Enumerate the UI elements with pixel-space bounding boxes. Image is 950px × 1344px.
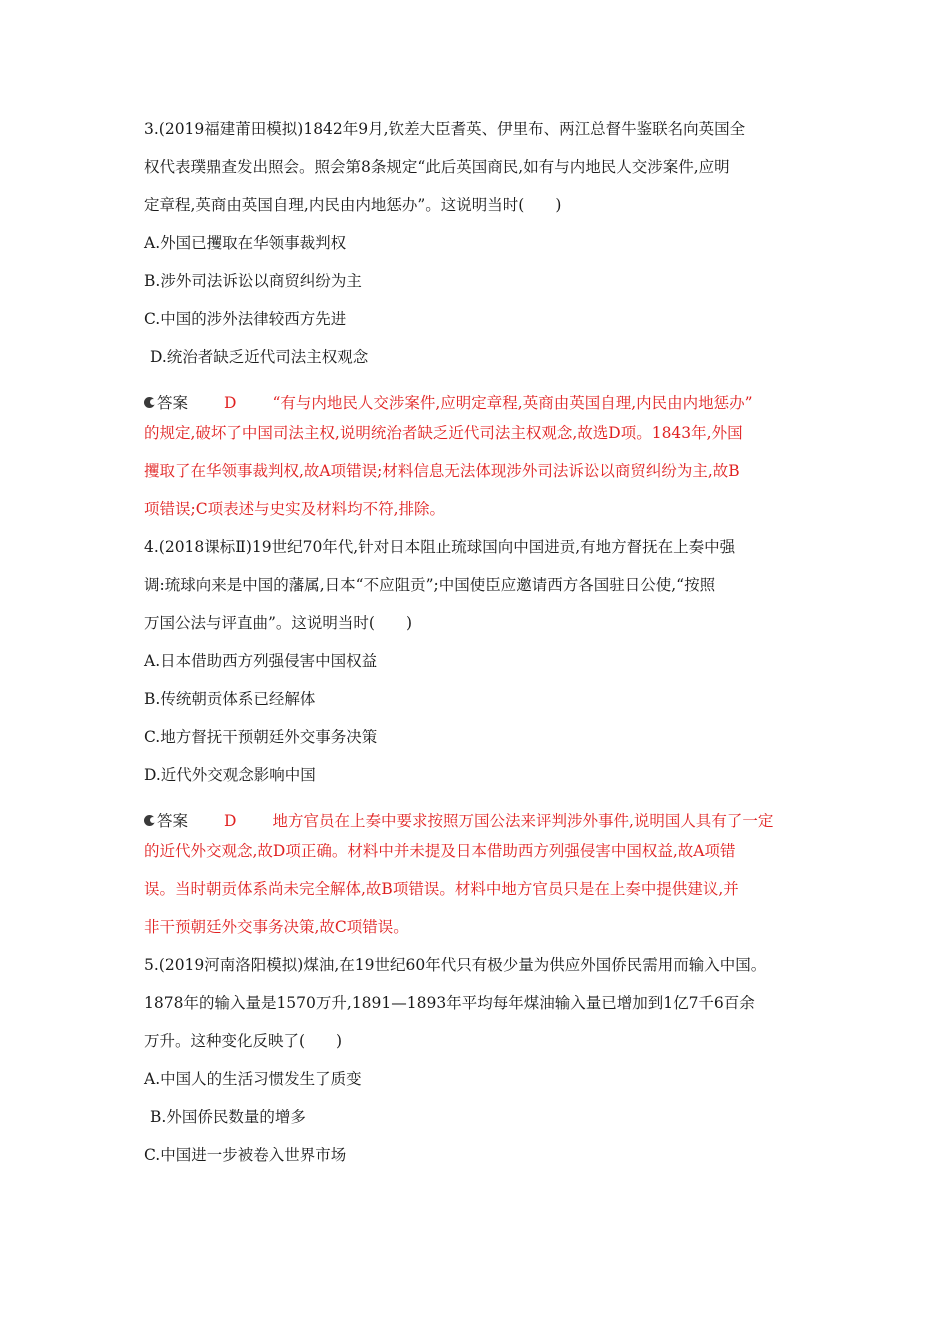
question-stem-line: 4.(2018课标Ⅱ)19世纪70年代,针对日本阻止琉球国向中国进贡,有地方督抚在上奏中强: [144, 538, 736, 556]
question-stem-line: 万升。这种变化反映了( ): [144, 1032, 343, 1050]
question-3: [144, 118, 814, 536]
question-stem-line: 5.(2019河南洛阳模拟)煤油,在19世纪60年代只有极少量为供应外国侨民需用而输入中国。: [144, 956, 767, 974]
question-stem-line: 定章程,英商由英国自理,内民由内地惩办”。这说明当时( ): [144, 196, 562, 214]
answer-explanation-line: 的规定,破坏了中国司法主权,说明统治者缺乏近代司法主权观念,故选D项。1843年,外国: [144, 424, 743, 442]
answer-explanation-line: 项错误;C项表述与史实及材料均不符,排除。: [144, 500, 446, 518]
answer-header: [144, 384, 814, 422]
option-c: C.地方督抚干预朝廷外交事务决策: [144, 728, 378, 746]
option-b: B.涉外司法诉讼以商贸纠纷为主: [144, 272, 362, 290]
option-a: A.日本借助西方列强侵害中国权益: [144, 652, 378, 670]
option-b: B.外国侨民数量的增多: [150, 1108, 306, 1126]
answer-explanation-line: 的近代外交观念,故D项正确。材料中并未提及日本借助西方列强侵害中国权益,故A项错: [144, 842, 736, 860]
answer-letter: D: [224, 394, 237, 412]
question-stem-line: 调:琉球向来是中国的藩属,日本“不应阻贡”;中国使臣应邀请西方各国驻日公使,“按照: [144, 576, 716, 594]
answer-explanation-first: 地方官员在上奏中要求按照万国公法来评判涉外事件,说明国人具有了一定: [272, 812, 774, 830]
answer-explanation-first: “有与内地民人交涉案件,应明定章程,英商由英国自理,内民由内地惩办”: [272, 394, 753, 412]
question-5: [144, 954, 814, 1182]
option-a: A.中国人的生活习惯发生了质变: [144, 1070, 362, 1088]
option-c: C.中国进一步被卷入世界市场: [144, 1146, 347, 1164]
option-c: C.中国的涉外法律较西方先进: [144, 310, 347, 328]
answer-bullet-icon: [144, 815, 155, 826]
answer-letter: D: [224, 812, 237, 830]
option-d: D.统治者缺乏近代司法主权观念: [150, 348, 369, 366]
answer-label: 答案: [157, 812, 189, 830]
answer-explanation-line: 非干预朝廷外交事务决策,故C项错误。: [144, 918, 409, 936]
question-stem-line: 万国公法与评直曲”。这说明当时( ): [144, 614, 413, 632]
answer-explanation-line: 攫取了在华领事裁判权,故A项错误;材料信息无法体现涉外司法诉讼以商贸纠纷为主,故B: [144, 462, 740, 480]
answer-header: [144, 802, 814, 840]
answer-label: 答案: [157, 394, 189, 412]
question-stem-line: 权代表璞鼎查发出照会。照会第8条规定“此后英国商民,如有与内地民人交涉案件,应明: [144, 158, 730, 176]
option-a: A.外国已攫取在华领事裁判权: [144, 234, 347, 252]
question-stem-line: 3.(2019福建莆田模拟)1842年9月,钦差大臣耆英、伊里布、两江总督牛鉴联名向英国全: [144, 120, 746, 138]
option-b: B.传统朝贡体系已经解体: [144, 690, 316, 708]
question-4: [144, 536, 814, 954]
option-d: D.近代外交观念影响中国: [144, 766, 316, 784]
question-stem-line: 1878年的输入量是1570万升,1891—1893年平均每年煤油输入量已增加到1亿7千6百余: [144, 994, 755, 1012]
document-page: [144, 118, 814, 1182]
answer-bullet-icon: [144, 397, 155, 408]
answer-explanation-line: 误。当时朝贡体系尚未完全解体,故B项错误。材料中地方官员只是在上奏中提供建议,并: [144, 880, 739, 898]
